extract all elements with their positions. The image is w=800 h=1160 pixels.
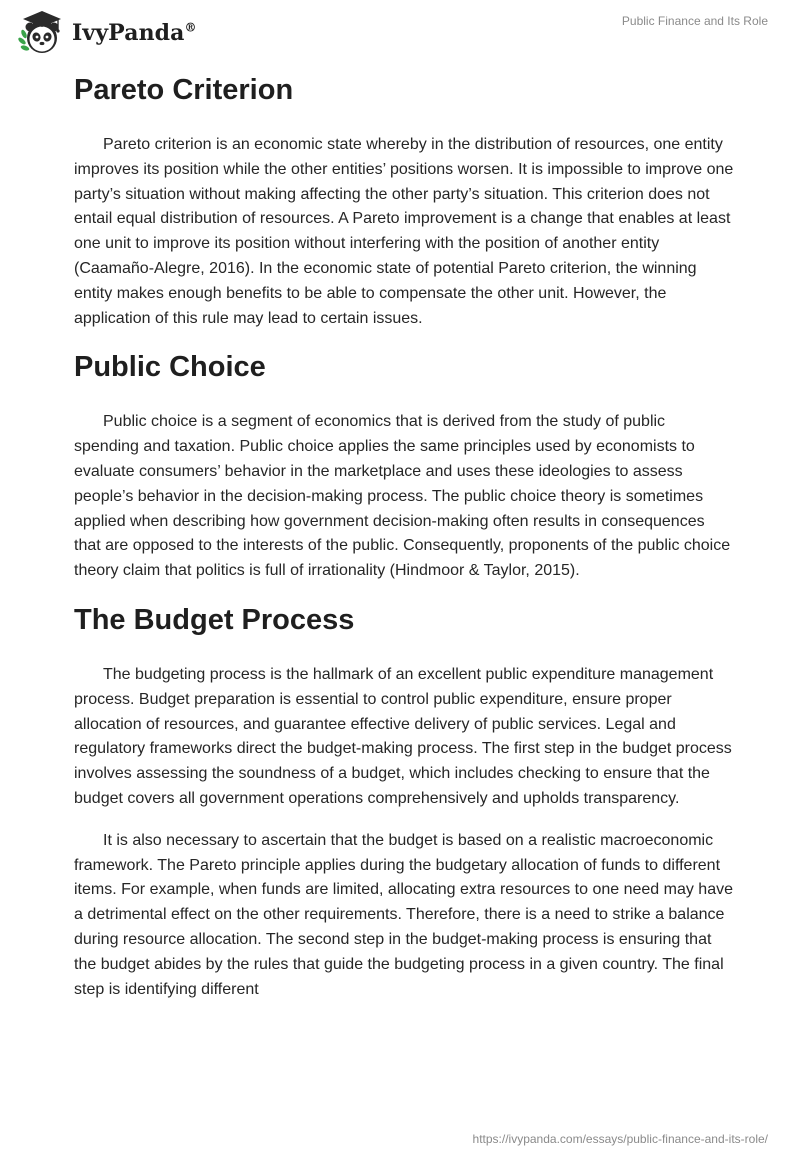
section-heading-budget-process: The Budget Process (74, 603, 355, 636)
document-title: Public Finance and Its Role (621, 14, 768, 28)
registered-mark: ® (184, 20, 197, 35)
ivypanda-logo[interactable] (16, 8, 197, 58)
essay-body (74, 66, 734, 1002)
page-header (0, 0, 800, 64)
paragraph: The budgeting process is the hallmark of an excellent public expenditure management process. Budget preparation is essential to control public expenditure, ensure proper allocation of resources, and guarantee effective delivery of public services. Legal and regulatory frameworks direct the budget-making process. The first step in the budget process involves assessing the soundness of a budget, which includes checking to ensure that the budget covers all government operations comprehensively and upholds transparency. (74, 665, 732, 807)
section-heading-public-choice: Public Choice (74, 351, 266, 384)
panda-graduation-cap-icon (16, 8, 66, 58)
source-url-link[interactable]: https://ivypanda.com/essays/public-finance-and-its-role/ (472, 1132, 768, 1146)
paragraph: Pareto criterion is an economic state whereby in the distribution of resources, one entity improves its position while the other entities’ positions worsen. It is impossible to improve one party’s situation without making affecting the other party’s situation. This criterion does not entail equal distribution of resources. A Pareto improvement is a change that enables at least one unit to improve its position without interfering with the position of another entity (Caamaño-Alegre, 2016). In the economic state of potential Pareto criterion, the winning entity makes enough benefits to be able to compensate the other unit. However, the application of this rule may lead to certain issues. (74, 136, 734, 327)
paragraph: Public choice is a segment of economics that is derived from the study of public spending and taxation. Public choice applies the same principles used by economists to evaluate consumers’ behavior in the marketplace and uses these ideologies to assess people’s behavior in the decision-making process. The public choice theory is sometimes applied when describing how government decision-making often results in consequences that are opposed to the interests of the public. Consequently, proponents of the public choice theory claim that politics is full of irrationality (Hindmoor & Taylor, 2015). (74, 413, 731, 580)
logo-text: IvyPanda® (72, 20, 197, 46)
section-heading-pareto-criterion: Pareto Criterion (74, 74, 294, 106)
paragraph: It is also necessary to ascertain that the budget is based on a realistic macroeconomic framework. The Pareto principle applies during the budgetary allocation of funds to different items. For example, when funds are limited, allocating extra resources to one need may have a detrimental effect on the other requirements. Therefore, there is a need to strike a balance during resource allocation. The second step in the budget-making process is ensuring that the budget abides by the rules that guide the budgeting process in a given country. The final step is identifying different (74, 831, 733, 998)
